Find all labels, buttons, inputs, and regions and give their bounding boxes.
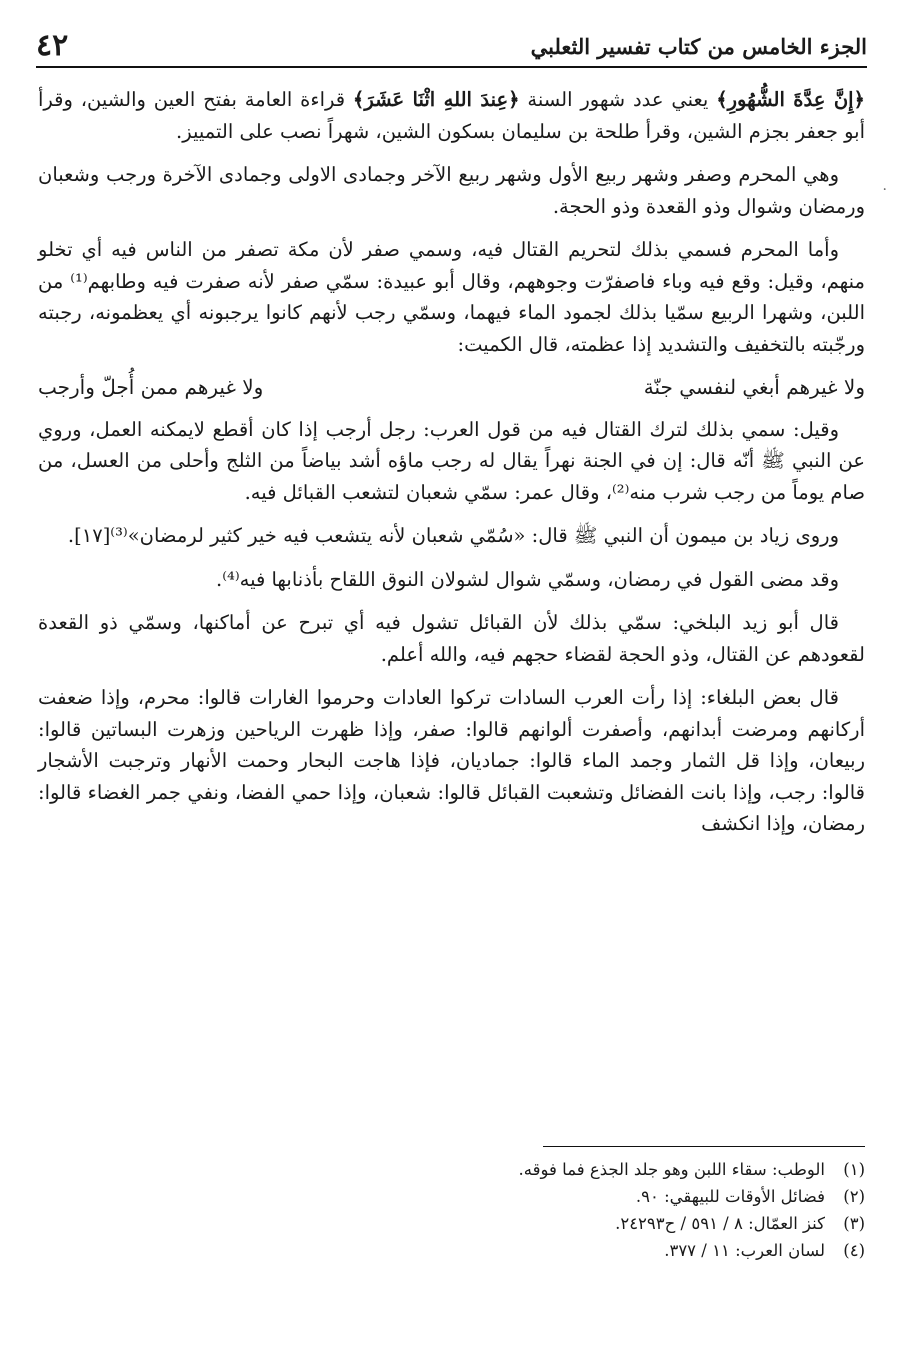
paragraph-1 (38, 84, 865, 147)
main-text (38, 84, 865, 852)
paragraph-6: وقد مضى القول في رمضان، وسمّي شوال لشولان النوق اللقاح بأذنابها فيه⁽⁴⁾. (216, 567, 839, 591)
footnote (38, 1210, 865, 1237)
footnote-text: الوطب: سقاء اللبن وهو جلد الجذع فما فوقه. (518, 1160, 825, 1179)
page-header (36, 26, 867, 68)
paragraph-1-text-a: يعني عدد شهور السنة (519, 88, 717, 111)
footnote-number: (١) (843, 1160, 865, 1179)
paragraph-4: وقيل: سمي بذلك لترك القتال فيه من قول العرب: رجل أرجب إذا كان أقطع لايمكنه العمل، وروي عن النبي ﷺ أنّه قال: إن في الجنة نهراً يقال له رجب ماؤه أشد بياضاً من الثلج وأحلى من العسل، من صام يوماً من رجب شرب منه⁽²⁾، وقال عمر: سمّي شعبان لتشعب القبائل فيه. (38, 417, 865, 504)
paragraph-1-text-b: قراءة العامة بفتح العين والشين، وقرأ أبو جعفر بجزم الشين، وقرأ طلحة بن سليمان بسكون الشين، شهراً نصب على التمييز. (38, 88, 865, 143)
footnote-divider (543, 1146, 865, 1147)
footnote-text: لسان العرب: ١١ / ٣٧٧. (664, 1241, 825, 1260)
footnote-number: (٤) (843, 1241, 865, 1260)
paragraph-3: وأما المحرم فسمي بذلك لتحريم القتال فيه، وسمي صفر لأن مكة تصفر من الناس فيه أي تخلو منهم، وقيل: وقع فيه وباء فاصفرّت وجوههم، وقال أبو عبيدة: سمّي صفر لأنه صفرت فيه وطابهم⁽¹⁾ من اللبن، وشهرا الربيع سمّيا بذلك لجمود الماء فيهما، وسمّي رجب لأنهم كانوا يرجبونه أي يعظمونه، رجبته ورجّبته بالتخفيف والتشديد إذا عظمته، قال الكميت: (38, 238, 865, 356)
quran-quote-1: ﴿إِنَّ عِدَّةَ الشُّهُورِ﴾ (716, 88, 865, 111)
footnote (38, 1237, 865, 1264)
footnote-text: كنز العمّال: ٨ / ٥٩١ / ح٢٤٢٩٣. (615, 1214, 825, 1233)
running-title: الجزء الخامس من كتاب تفسير الثعلبي (530, 34, 867, 59)
footnote-number: (٢) (843, 1187, 865, 1206)
footnote-number: (٣) (843, 1214, 865, 1233)
footnote (38, 1183, 865, 1210)
verse-hemistich-1: ولا غيرهم أبغي لنفسي جنّة (643, 375, 865, 399)
footnotes (38, 1156, 865, 1264)
margin-mark: · (882, 182, 887, 198)
paragraph-8: قال بعض البلغاء: إذا رأت العرب السادات تركوا العادات وحرموا الغارات قالوا: محرم، وإذا ضعفت أركانهم ومرضت أبدانهم، وأصفرت ألوانهم قالوا: صفر، وإذا ظهرت الرياحين وزهرت البساتين قالوا: ربيعان، وإذا قل الثمار وجمد الماء قالوا: جماديان، فإذا هاجت البحار وحمت الأنهار وترجبت الأشجار قالوا: رجب، وإذا بانت الفضائل وتشعبت القبائل قالوا: شعبان، وإذا حمي الفضا، ونفي جمر الغضاء قالوا: رمضان، وإذا انكشف (38, 686, 865, 835)
quran-quote-2: ﴿عِندَ اللهِ اثْنَا عَشَرَ﴾ (352, 88, 520, 111)
verse-hemistich-2: ولا غيرهم ممن أُجلّ وأرجب (38, 375, 264, 399)
footnote-text: فضائل الأوقات للبيهقي: ٩٠. (635, 1187, 825, 1206)
page-number: ٤٢ (36, 28, 69, 63)
paragraph-7: قال أبو زيد البلخي: سمّي بذلك لأن القبائل تشول فيه أي تبرح عن أماكنها، وسمّي ذو القعدة لقعودهم عن القتال، وذو الحجة لقضاء حجهم فيه، والله أعلم. (38, 611, 865, 666)
footnote (38, 1156, 865, 1183)
paragraph-2: وهي المحرم وصفر وشهر ربيع الأول وشهر ربيع الآخر وجمادى الاولى وجمادى الآخرة ورجب وشعبان ورمضان وشوال وذو القعدة وذو الحجة. (38, 163, 865, 218)
paragraph-5: وروى زياد بن ميمون أن النبي ﷺ قال: «سُمّي شعبان لأنه يتشعب فيه خير كثير لرمضان»⁽³⁾[١٧]. (67, 524, 839, 547)
poetry-verse (38, 372, 865, 404)
